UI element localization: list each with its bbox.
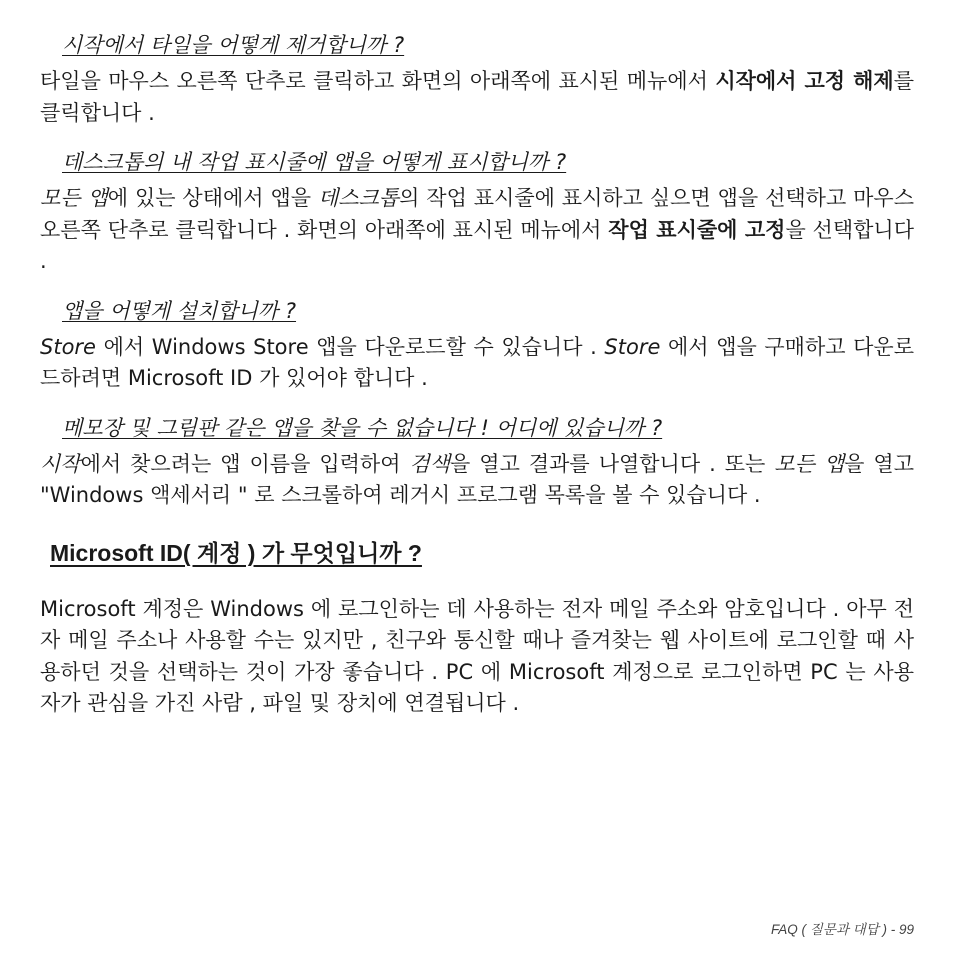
answer-italic-text: 데스크톱 [317, 186, 400, 210]
answer-italic-text: Store [40, 334, 96, 359]
answer-italic-text: 모든 앱 [40, 186, 108, 210]
section-heading: Microsoft ID( 계정 ) 가 무엇입니까 ? [50, 539, 422, 566]
answer-text: 타일을 마우스 오른쪽 단추로 클릭하고 화면의 아래쪽에 표시된 메뉴에서 [40, 69, 716, 93]
answer-italic-text: Store [604, 334, 661, 359]
page-footer: FAQ ( 질문과 대답 ) - 99 [771, 922, 914, 937]
faq-item-remove-tile [40, 30, 914, 129]
faq-item-pin-taskbar [40, 147, 914, 278]
question-heading: 메모장 및 그림판 같은 앱을 찾을 수 없습니다 ! 어디에 있습니까 ? [62, 415, 663, 440]
answer-paragraph [40, 449, 914, 512]
answer-text: 을 선택합니다 . [40, 217, 914, 273]
answer-text: 을 열고 결과를 나열합니다 . 또는 [450, 451, 775, 476]
answer-italic-text: 검색 [409, 451, 451, 476]
answer-text: 에서 Windows Store 앱을 다운로드할 수 있습니다 . [95, 334, 605, 359]
answer-bold-text: 작업 표시줄에 고정 [608, 217, 786, 242]
answer-text: 에 있는 상태에서 앱을 [107, 186, 318, 210]
question-heading: 앱을 어떻게 설치합니까 ? [62, 298, 297, 323]
faq-item-find-apps [40, 413, 914, 512]
answer-text: 에서 앱을 구매하고 다운로드하려면 Microsoft ID 가 있어야 합니다 . [40, 334, 914, 390]
question-heading: 데스크톱의 내 작업 표시줄에 앱을 어떻게 표시합니까 ? [62, 150, 567, 174]
document-page [40, 30, 914, 738]
answer-italic-text: 시작 [40, 451, 81, 476]
answer-paragraph [40, 183, 914, 278]
section-body-paragraph: Microsoft 계정은 Windows 에 로그인하는 데 사용하는 전자 메일 주소와 암호입니다 . 아무 전자 메일 주소나 사용할 수는 있지만 , 친구와 통신할 때나 즐겨찾는 웹 사이트에 로그인할 때 사용하던 것을 선택하는 것이 가장 좋습니다 . PC 에 Microsoft 계정으로 로그인하면 PC 는 사용자가 관심을 가진 사람 , 파일 및 장치에 연결됩니다 . [40, 596, 914, 715]
answer-text: 를 클릭합니다 . [40, 69, 914, 125]
answer-text: 의 작업 표시줄에 표시하고 싶으면 앱을 선택하고 마우스 오른쪽 단추로 클릭합니다 . 화면의 아래쪽에 표시된 메뉴에서 [40, 186, 914, 242]
answer-text: 을 열고 "Windows 액세서리 " 로 스크롤하여 레거시 프로그램 목록을 볼 수 있습니다 . [40, 451, 914, 507]
answer-paragraph [40, 66, 914, 129]
answer-bold-text: 시작에서 고정 해제 [715, 69, 894, 93]
answer-paragraph [40, 332, 914, 395]
question-heading: 시작에서 타일을 어떻게 제거합니까 ? [62, 33, 405, 57]
faq-item-install-app [40, 296, 914, 395]
answer-italic-text: 모든 앱 [774, 451, 845, 476]
answer-text: 에서 찾으려는 앱 이름을 입력하여 [80, 451, 410, 476]
